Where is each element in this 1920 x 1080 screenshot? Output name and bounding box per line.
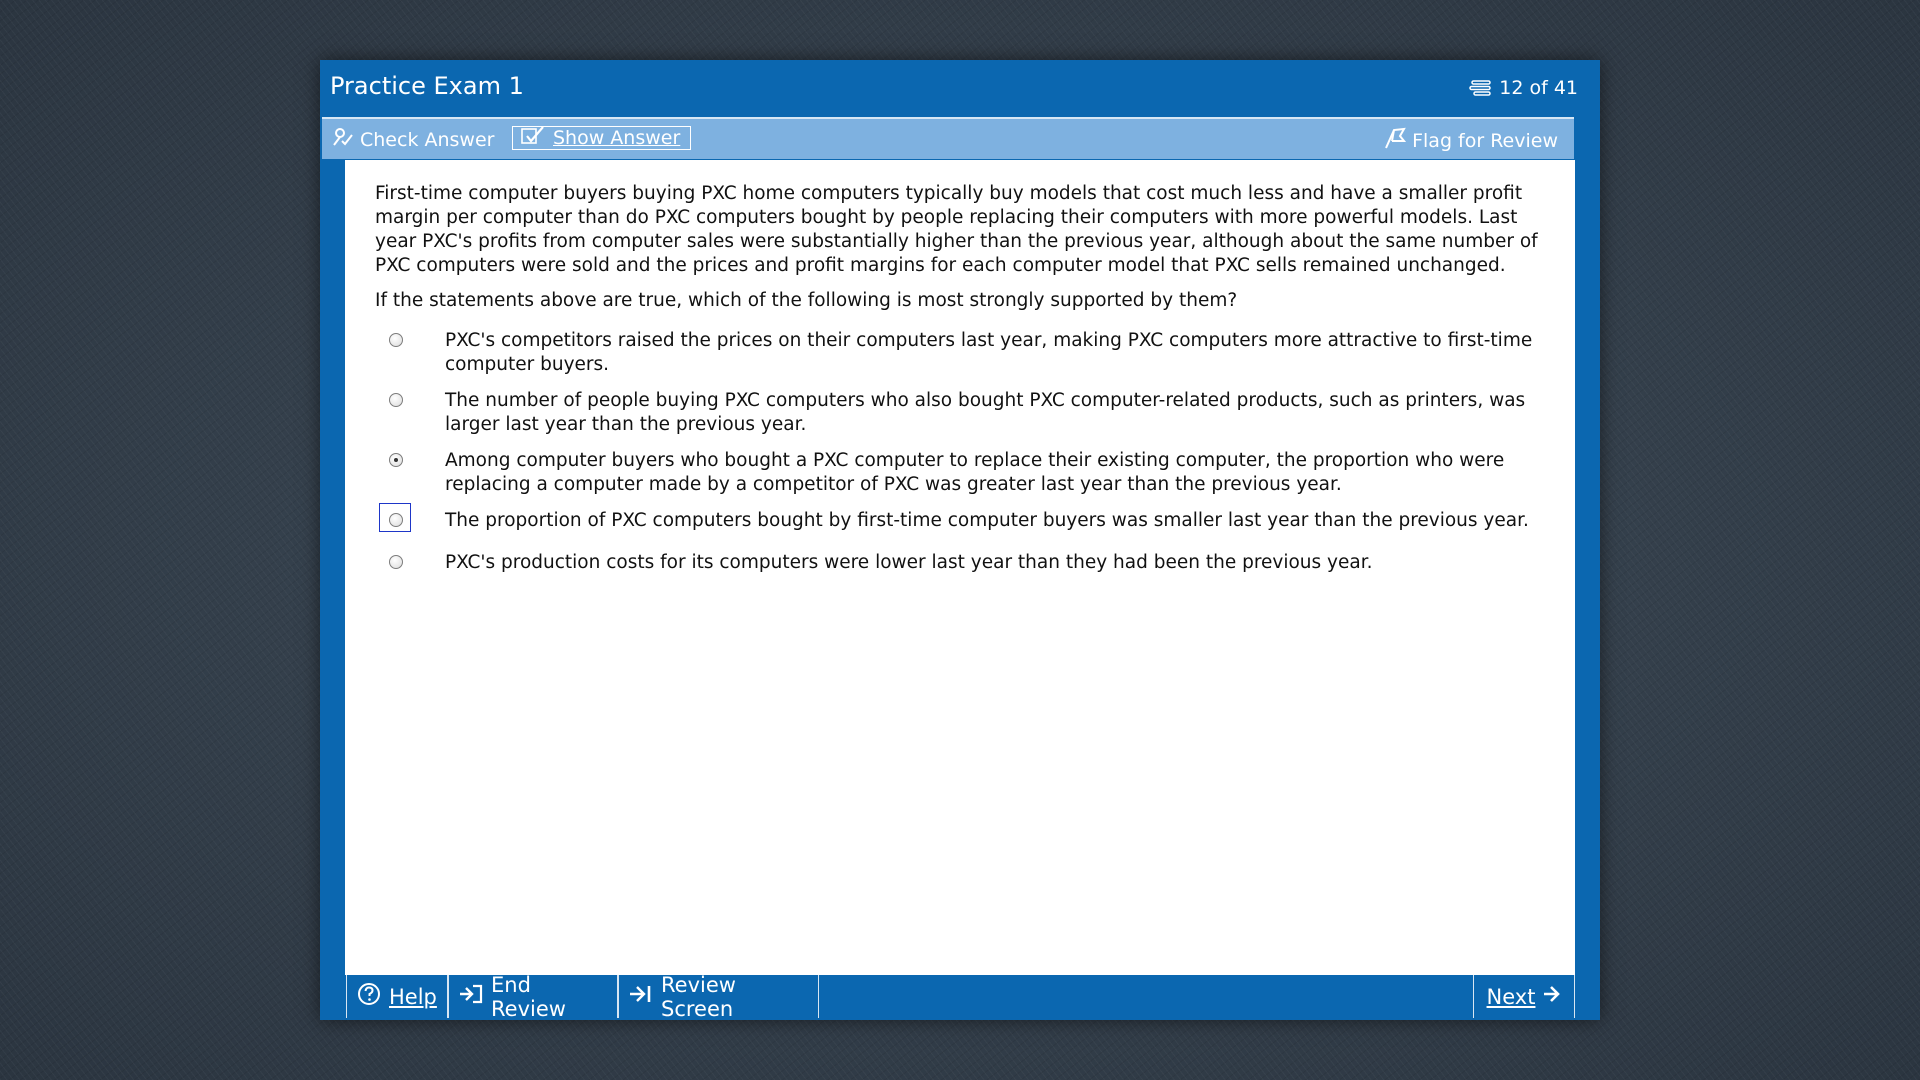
- radio-button[interactable]: [389, 513, 403, 527]
- answer-option-text: The number of people buying PXC computers who also bought PXC computer-related products, such as printers, was larger last year than the previous year.: [445, 390, 1526, 435]
- answer-option-text: The proportion of PXC computers bought by first-time computer buyers was smaller last year than the previous year.: [445, 510, 1529, 531]
- radio-button[interactable]: [389, 393, 403, 407]
- review-screen-button[interactable]: [618, 972, 819, 1021]
- show-answer-label: Show Answer: [553, 127, 681, 149]
- radio-button-selected[interactable]: [389, 453, 403, 467]
- review-screen-label: Review Screen: [661, 972, 736, 1021]
- question-counter-text: 12 of 41: [1499, 77, 1578, 99]
- show-answer-icon: [521, 126, 547, 151]
- flag-for-review-label: Flag for Review: [1412, 129, 1558, 152]
- help-icon: [357, 982, 381, 1011]
- help-label: Help: [389, 984, 437, 1009]
- radio-button[interactable]: [389, 333, 403, 347]
- arrow-right-icon: [1543, 984, 1561, 1009]
- navigation-bar: [345, 972, 1575, 1021]
- end-review-icon: [459, 983, 483, 1010]
- question-prompt: If the statements above are true, which of the following is most strongly supported by them?: [375, 290, 1238, 311]
- show-answer-button[interactable]: [512, 126, 691, 150]
- exam-window: [320, 60, 1600, 1020]
- question-panel: [345, 160, 1575, 975]
- end-review-button[interactable]: [448, 972, 618, 1021]
- check-answer-button[interactable]: [332, 127, 494, 152]
- question-stem: First-time computer buyers buying PXC home computers typically buy models that cost much less and have a smaller profit margin per computer than do PXC computers bought by people replacing their computers with more powerful models. Last year PXC's profits from computer sales were substantially higher than the previous year, although about the same number of PXC computers were sold and the prices and profit margins for each computer model that PXC sells remained unchanged.: [375, 183, 1538, 276]
- question-counter: [1469, 77, 1578, 99]
- radio-button[interactable]: [389, 555, 403, 569]
- question-list-icon: [1469, 80, 1493, 96]
- flag-icon: [1384, 127, 1406, 154]
- exam-title: Practice Exam 1: [330, 72, 524, 100]
- next-button[interactable]: [1473, 975, 1575, 1018]
- answer-option-text: Among computer buyers who bought a PXC computer to replace their existing computer, the proportion who were replacing a computer made by a competitor of PXC was greater last year than the previous year.: [445, 450, 1505, 495]
- answer-option-text: PXC's competitors raised the prices on their computers last year, making PXC computers more attractive to first-time computer buyers.: [445, 330, 1533, 375]
- title-bar: [320, 60, 1600, 116]
- review-screen-icon: [629, 983, 653, 1010]
- check-answer-label: Check Answer: [360, 128, 495, 151]
- answer-toolbar: [322, 117, 1574, 159]
- help-button[interactable]: [346, 975, 448, 1018]
- next-label: Next: [1486, 984, 1536, 1009]
- answer-option-text: PXC's production costs for its computers were lower last year than they had been the previous year.: [445, 552, 1373, 573]
- end-review-label: End Review: [491, 972, 566, 1021]
- flag-for-review-button[interactable]: [1384, 127, 1558, 154]
- check-answer-icon: [332, 127, 354, 152]
